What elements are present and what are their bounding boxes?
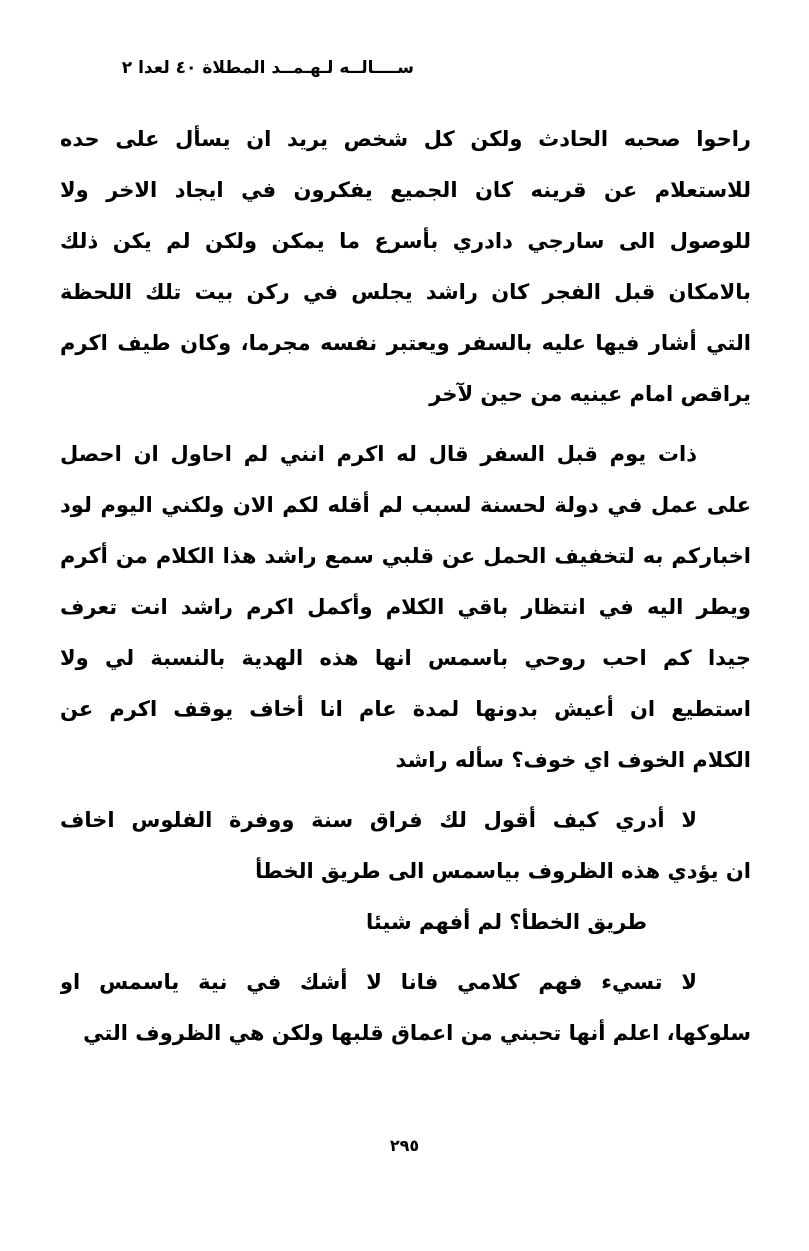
text-line: سلوكها، اعلم أنها تحبني من اعماق قلبها ولكن هي الظروف التي xyxy=(83,1021,751,1045)
text-line: على عمل في دولة لحسنة لسبب لم أقله لكم الان ولكني اليوم لود xyxy=(60,493,751,517)
paragraph-gap xyxy=(60,420,751,429)
text-line: للوصول الى سارجي دادري بأسرع ما يمكن ولكن لم يكن ذلك xyxy=(60,229,751,253)
text-line: التي أشار فيها عليه بالسفر ويعتبر نفسه مجرما، وكان طيف اكرم xyxy=(60,331,751,355)
paragraph-1 xyxy=(60,114,751,420)
text-line: اخباركم به لتخفيف الحمل عن قلبي سمع راشد هذا الكلام من أكرم xyxy=(60,544,751,568)
text-line: لا تسيء فهم كلامي فانا لا أشك في نية ياسمس او xyxy=(60,970,697,994)
text-line: بالامكان قبل الفجر كان راشد يجلس في ركن بيت تلك اللحظة xyxy=(60,280,751,304)
paragraph-2 xyxy=(60,429,751,786)
text-line: لا أدري كيف أقول لك فراق سنة ووفرة الفلوس اخاف xyxy=(60,808,697,832)
text-line: للاستعلام عن قرينه كان الجميع يفكرون في ايجاد الاخر ولا xyxy=(60,178,751,202)
text-line: ان يؤدي هذه الظروف بياسمس الى طريق الخطأ xyxy=(255,859,751,883)
text-line: الكلام الخوف اي خوف؟ سأله راشد xyxy=(395,748,751,772)
page-number: ٢٩٥ xyxy=(389,1136,420,1155)
paragraph-gap xyxy=(60,948,751,957)
paragraph-5 xyxy=(60,957,751,1059)
text-line: يراقص امام عينيه من حين لآخر xyxy=(429,382,751,406)
text-line: ذات يوم قبل السفر قال له اكرم انني لم احاول ان احصل xyxy=(60,442,697,466)
text-line: جيدا كم احب روحي باسمس انها هذه الهدية بالنسبة لي ولا xyxy=(60,646,751,670)
paragraph-3 xyxy=(60,795,751,897)
text-line: ويطر اليه في انتظار باقي الكلام وأكمل اكرم راشد انت تعرف xyxy=(60,595,751,619)
paragraph-4 xyxy=(60,897,751,948)
paragraph-gap xyxy=(60,786,751,795)
text-line: طريق الخطأ؟ لم أفهم شيئا xyxy=(366,910,647,934)
running-header: ســــالــه لـهـمــد المطلاة ٤٠ لعدا ٢ xyxy=(121,58,414,78)
text-line: راحوا صحبه الحادث ولكن كل شخص يريد ان يسأل على حده xyxy=(60,127,751,151)
text-line: استطيع ان أعيش بدونها لمدة عام انا أخاف يوقف اكرم عن xyxy=(60,697,751,721)
body-text xyxy=(60,114,751,1059)
